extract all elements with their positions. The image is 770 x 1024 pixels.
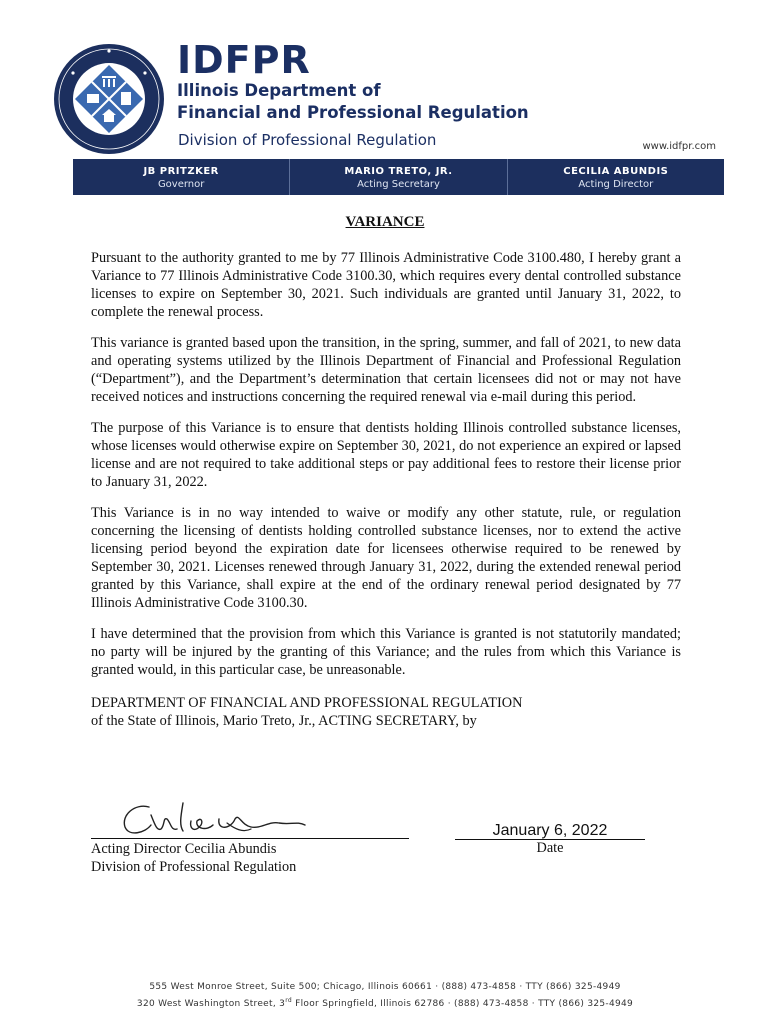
signer-division: Division of Professional Regulation	[91, 859, 297, 875]
handwritten-signature	[91, 795, 409, 839]
official-director	[507, 159, 724, 195]
document-title: VARIANCE	[345, 214, 425, 230]
agency-brand	[177, 40, 529, 124]
department-line1: DEPARTMENT OF FINANCIAL AND PROFESSIONAL REGULATION	[91, 695, 523, 711]
official-secretary	[289, 159, 506, 195]
footer-chicago-address: 555 West Monroe Street, Suite 500; Chicago, Illinois 60661 · (888) 473-4858 · TTY (866) 325-4949	[149, 982, 621, 992]
footer-line2-end: Floor Springfield, Illinois 62786 · (888) 473-4858 · TTY (866) 325-4949	[291, 999, 634, 1009]
signature-date: January 6, 2022	[492, 822, 608, 839]
date-label: Date	[536, 840, 564, 856]
official-governor	[73, 159, 289, 195]
official-title: Acting Director	[578, 179, 654, 190]
official-title: Acting Secretary	[357, 179, 440, 190]
footer-ordinal-suffix: rd	[285, 997, 292, 1004]
paragraph: The purpose of this Variance is to ensure that dentists holding Illinois controlled substance licenses, whose licenses would otherwise expire on September 30, 2021, do not experience an expired or lapsed license and are not required to take additional steps or pay additional fees to restore their license prior to January 31, 2022.	[91, 420, 681, 490]
paragraph: Pursuant to the authority granted to me by 77 Illinois Administrative Code 3100.480, I hereby grant a Variance to 77 Illinois Administrative Code 3100.30, which requires every dental controlled substance licenses to expire on September 30, 2021. Such individuals are granted until January 31, 2022, to complete the renewal process.	[91, 250, 681, 320]
official-name: JB PRITZKER	[143, 166, 219, 177]
officials-bar	[73, 159, 724, 195]
department-block	[91, 694, 681, 730]
official-title: Governor	[157, 179, 205, 190]
official-name: MARIO TRETO, JR.	[344, 166, 453, 177]
division-name: Division of Professional Regulation	[178, 131, 437, 149]
footer-address	[0, 981, 770, 1011]
idfpr-seal-icon	[53, 43, 165, 155]
website-link[interactable]: www.idfpr.com	[642, 141, 716, 152]
paragraph: I have determined that the provision from which this Variance is granted is not statutorily mandated; no party will be injured by the granting of this Variance; and the rules from which this Variance is granted would, in this particular case, be unreasonable.	[91, 626, 681, 678]
footer-line2-start: 320 West Washington Street, 3	[136, 999, 286, 1009]
footer-springfield-address	[0, 994, 770, 1011]
paragraph: This variance is granted based upon the transition, in the spring, summer, and fall of 2021, to new data and operating systems utilized by the Illinois Department of Financial and Professional Regulation (“Department”), and the Department’s determination that certain licensees did not or may not have received notices and instructions concerning the required renewal via e-mail during this period.	[91, 335, 681, 405]
official-name: CECILIA ABUNDIS	[563, 166, 669, 177]
department-line2: of the State of Illinois, Mario Treto, Jr., ACTING SECRETARY, by	[91, 713, 477, 729]
agency-acronym: IDFPR	[177, 38, 311, 82]
paragraph: This Variance is in no way intended to waive or modify any other statute, rule, or regulation concerning the licensing of dentists holding controlled substance licenses, nor to extend the active licensing period beyond the expiration date for licensees otherwise required to be renewed by September 30, 2021. Licenses renewed through January 31, 2022, during the extended renewal period granted by this Variance, shall expire at the end of the ordinary renewal period designated by 77 Illinois Administrative Code 3100.30.	[91, 505, 681, 611]
signature-line	[91, 838, 409, 839]
agency-name-line1: Illinois Department of	[177, 81, 381, 100]
signer-name: Acting Director Cecilia Abundis	[91, 841, 277, 857]
signer-block	[91, 840, 296, 876]
document-body	[91, 249, 681, 730]
agency-name-line2: Financial and Professional Regulation	[177, 103, 529, 122]
